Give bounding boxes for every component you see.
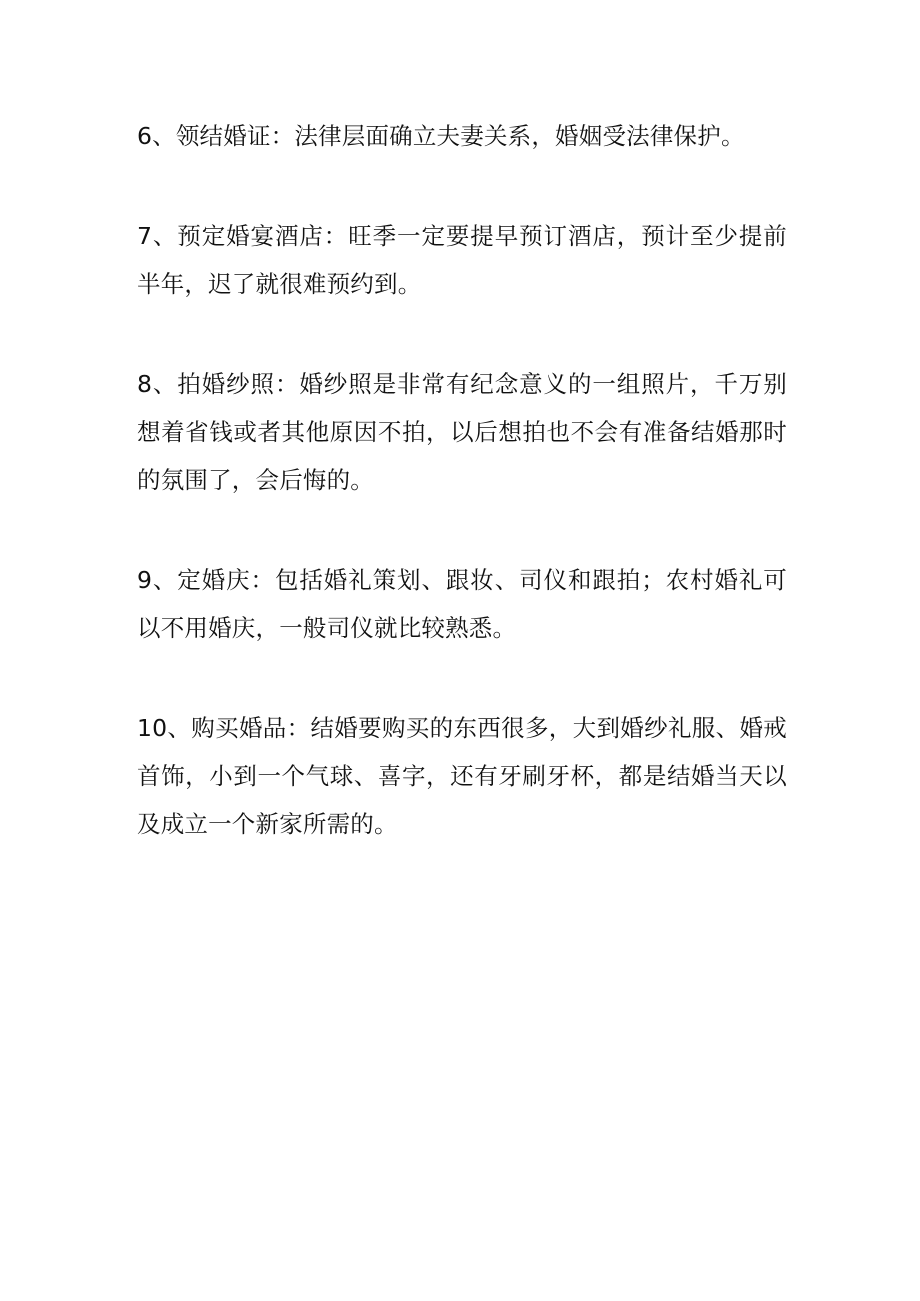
list-item-7: 7、预定婚宴酒店：旺季一定要提早预订酒店，预计至少提前半年，迟了就很难预约到。 — [137, 222, 787, 298]
list-item-6: 6、领结婚证：法律层面确立夫妻关系，婚姻受法律保护。 — [137, 122, 745, 150]
list-item-8: 8、拍婚纱照：婚纱照是非常有纪念意义的一组照片，千万别想着省钱或者其他原因不拍，以后想拍也不会有准备结婚那时的氛围了，会后悔的。 — [137, 370, 787, 494]
document-body — [137, 112, 787, 900]
list-item-10: 10、购买婚品：结婚要购买的东西很多，大到婚纱礼服、婚戒首饰，小到一个气球、喜字，还有牙刷牙杯，都是结婚当天以及成立一个新家所需的。 — [137, 714, 787, 838]
list-item-9: 9、定婚庆：包括婚礼策划、跟妆、司仪和跟拍；农村婚礼可以不用婚庆，一般司仪就比较熟悉。 — [137, 566, 787, 642]
